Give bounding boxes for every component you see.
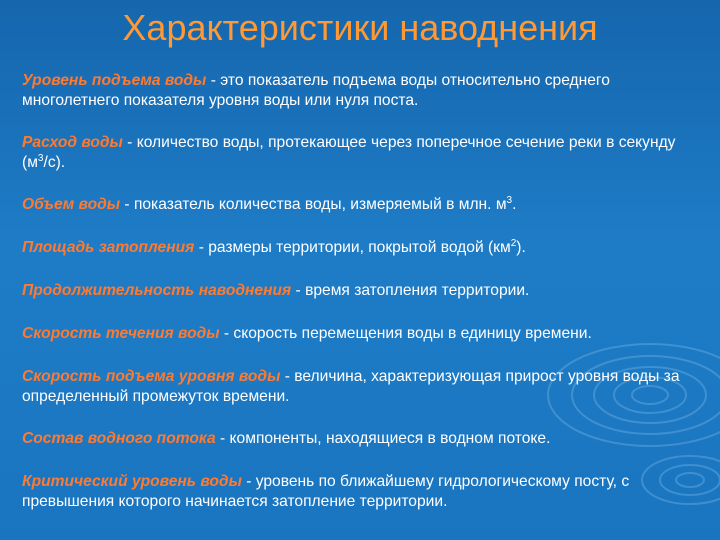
definition-flood-duration: Продолжительность наводнения - время затопления территории. xyxy=(22,282,530,299)
definition-text-after: . xyxy=(512,196,517,213)
definition-term: Скорость течения воды xyxy=(22,325,220,342)
definition-term: Расход воды xyxy=(22,134,123,151)
definition-critical-level: Критический уровень воды - уровень по ближайшему гидрологическому посту, с превышения которого начинается затопление территории. xyxy=(22,473,630,510)
definition-flow-composition: Состав водного потока - компоненты, находящиеся в водном потоке. xyxy=(22,430,551,447)
definition-water-level: Уровень подъема воды - это показатель подъема воды относительно среднего многолетнего показателя уровня воды или нуля поста. xyxy=(22,72,610,109)
definition-text: время затопления территории. xyxy=(305,282,530,299)
definition-text: уровень по ближайшему гидрологическому посту, с превышения которого начинается затопление территории. xyxy=(22,473,630,510)
definition-term: Площадь затопления xyxy=(22,239,195,256)
definition-text: компоненты, находящиеся в водном потоке. xyxy=(229,430,551,447)
definition-text: размеры территории, покрытой водой (км xyxy=(208,239,511,256)
slide-title: Характеристики наводнения xyxy=(122,7,598,48)
definition-term: Объем воды xyxy=(22,196,121,213)
definition-term: Скорость подъема уровня воды xyxy=(22,368,281,385)
definition-term: Уровень подъема воды xyxy=(22,72,207,89)
definition-water-discharge: Расход воды - количество воды, протекающее через поперечное сечение реки в секунду $(м^3/с)$. xyxy=(22,134,676,171)
definition-text: количество воды, протекающее через поперечное сечение реки в секунду (м xyxy=(22,134,676,171)
definition-text: скорость перемещения воды в единицу времени. xyxy=(233,325,592,342)
definition-term: Состав водного потока xyxy=(22,430,216,447)
definition-term: Продолжительность наводнения xyxy=(22,282,292,299)
definition-level-rise-speed: Скорость подъема уровня воды - величина, характеризующая прирост уровня воды за определенный промежуток времени. xyxy=(22,368,680,405)
superscript: 2 xyxy=(510,238,517,249)
superscript: 3 xyxy=(37,153,44,164)
superscript: 3 xyxy=(506,195,513,206)
definition-text: величина, характеризующая прирост уровня воды за определенный промежуток времени. xyxy=(22,368,680,405)
definition-term: Критический уровень воды xyxy=(22,473,242,490)
definition-text: это показатель подъема воды относительно среднего многолетнего показателя уровня воды или нуля поста. xyxy=(22,72,610,109)
definitions-list xyxy=(22,71,702,534)
definition-water-volume: Объем воды - показатель количества воды, измеряемый в млн. $м^3$. xyxy=(22,195,517,213)
definition-text-after: ). xyxy=(516,239,526,256)
definition-flow-speed: Скорость течения воды - скорость перемещения воды в единицу времени. xyxy=(22,325,592,342)
definition-flood-area: Площадь затопления - размеры территории, покрытой водой $(км^2)$. xyxy=(22,238,526,256)
definition-text: показатель количества воды, измеряемый в млн. м xyxy=(133,196,507,213)
definition-text-after: /с). xyxy=(43,154,66,171)
